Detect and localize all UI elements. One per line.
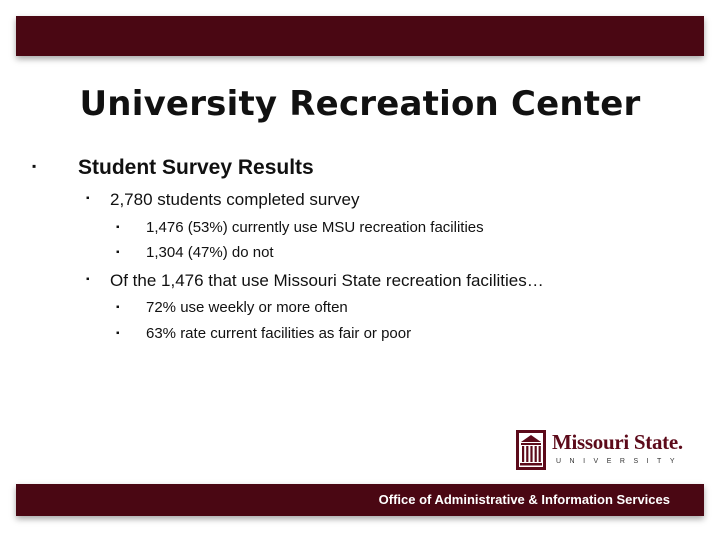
list-item: 72% use weekly or more often <box>146 299 348 316</box>
logo-wordmark: Missouri State. <box>552 430 683 454</box>
bullet-icon: ▪ <box>116 247 120 258</box>
bullet-icon: ▪ <box>86 274 90 285</box>
logo-subtitle: UNIVERSITY <box>556 458 684 465</box>
footer-text: Office of Administrative & Information Services <box>378 492 670 507</box>
list-item: 1,304 (47%) do not <box>146 244 274 261</box>
bullet-icon: ▪ <box>116 328 120 339</box>
list-item: 63% rate current facilities as fair or poor <box>146 325 412 342</box>
bullet-icon: ▪ <box>116 302 120 313</box>
university-logo <box>516 430 684 474</box>
bullet-icon: ▪ <box>116 222 120 233</box>
list-item-heading: 2,780 students completed survey <box>110 190 360 209</box>
footer-bar <box>16 484 704 516</box>
list-item: 1,476 (53%) currently use MSU recreation facilities <box>146 219 484 236</box>
slide-title: University Recreation Center <box>79 84 641 124</box>
bullet-icon: ▪ <box>86 193 90 204</box>
section-heading: Student Survey Results <box>78 156 314 179</box>
top-banner-bar <box>16 16 704 56</box>
list-item-heading: Of the 1,476 that use Missouri State recreation facilities… <box>110 271 544 290</box>
building-icon <box>516 430 546 470</box>
bullet-icon: ▪ <box>32 159 37 173</box>
